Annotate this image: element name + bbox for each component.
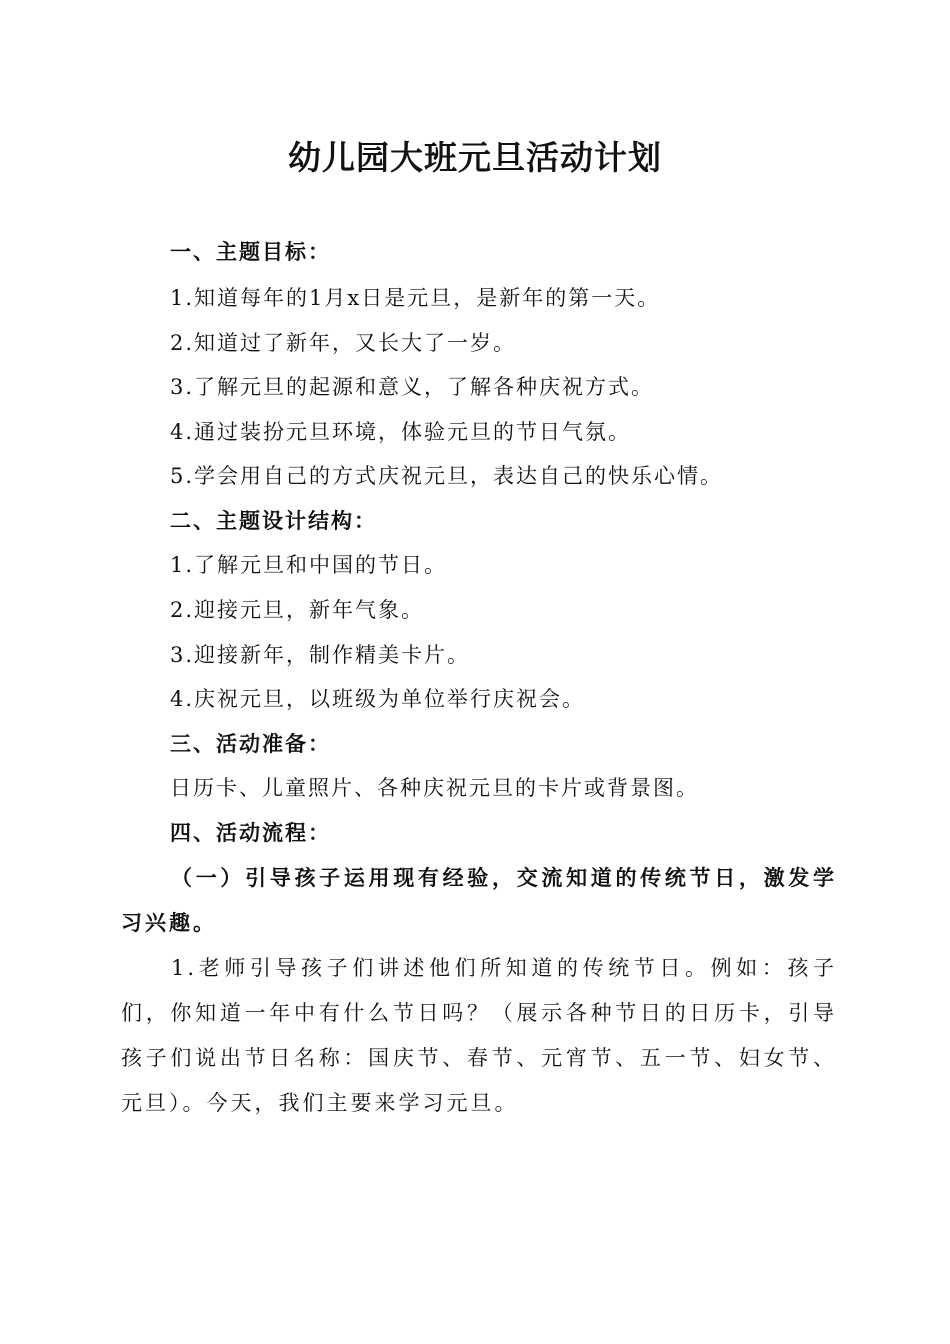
section-2-item-3: 3.迎接新年，制作精美卡片。: [170, 643, 471, 667]
section-2-item-2: 2.迎接元旦，新年气象。: [170, 598, 425, 622]
section-1-item-4: 4.通过装扮元旦环境，体验元旦的节日气氛。: [170, 420, 632, 444]
section-2-heading: 二、主题设计结构：: [170, 509, 377, 533]
section-1-item-3: 3.了解元旦的起源和意义，了解各种庆祝方式。: [170, 375, 655, 399]
section-2-item-1: 1.了解元旦和中国的节日。: [170, 553, 448, 577]
section-4-subheading: （一）引导孩子运用现有经验，交流知道的传统节日，激发学习兴趣。: [121, 865, 837, 935]
document-title: 幼儿园大班元旦活动计划: [288, 138, 662, 177]
section-3-text: 日历卡、儿童照片、各种庆祝元旦的卡片或背景图。: [170, 776, 699, 800]
section-1-item-2: 2.知道过了新年，又长大了一岁。: [170, 331, 517, 355]
section-4-heading: 四、活动流程：: [170, 821, 331, 845]
section-4-paragraph: 1.老师引导孩子们讲述他们所知道的传统节日。例如：孩子们，你知道一年中有什么节日吗？（展示各种节日的日历卡，引导孩子们说出节日名称：国庆节、春节、元宵节、五一节、妇女节、元旦）。今天，我们主要来学习元旦。: [121, 956, 837, 1115]
section-1-item-5: 5.学会用自己的方式庆祝元旦，表达自己的快乐心情。: [170, 464, 724, 488]
section-1-heading: 一、主题目标：: [170, 240, 331, 264]
section-3-heading: 三、活动准备：: [170, 732, 331, 756]
section-2-item-4: 4.庆祝元旦，以班级为单位举行庆祝会。: [170, 687, 586, 711]
section-1-item-1: 1.知道每年的1月x日是元旦，是新年的第一天。: [170, 286, 661, 310]
